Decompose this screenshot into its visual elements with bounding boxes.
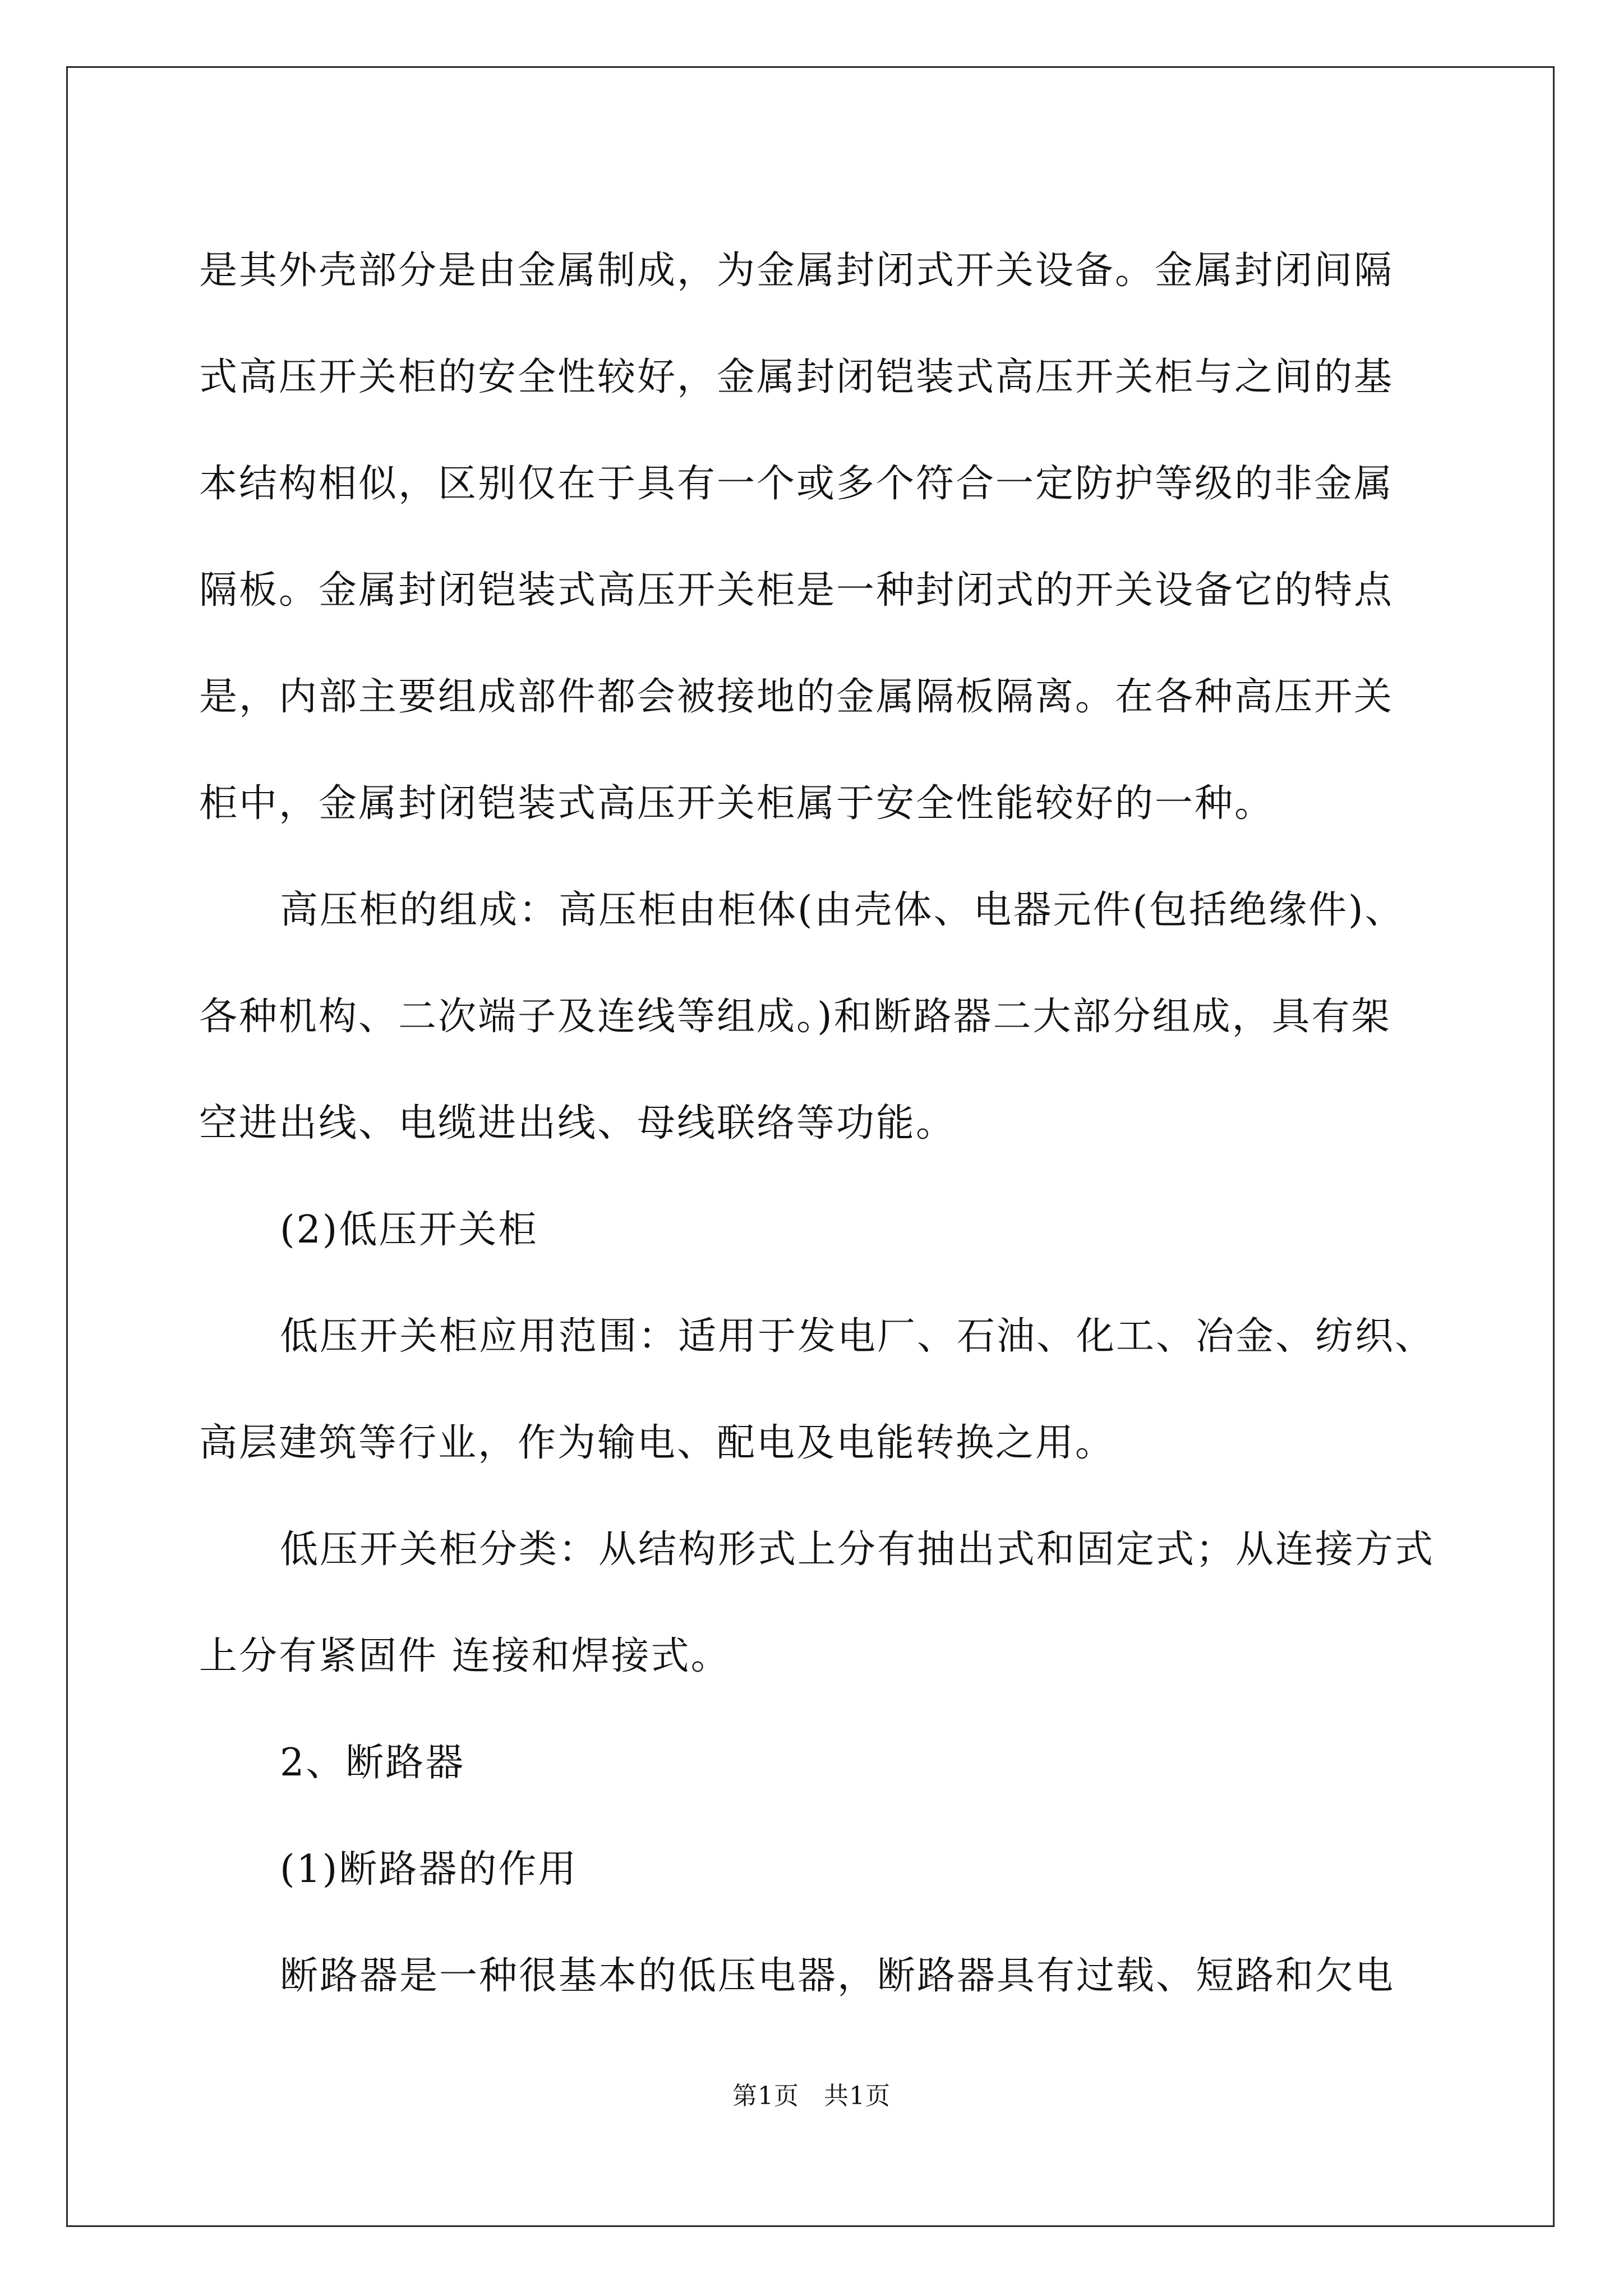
page-footer xyxy=(0,2076,1623,2111)
text-line: 空进出线、电缆进出线、母线联络等功能。 xyxy=(199,1101,956,1145)
text-line: 隔板。金属封闭铠装式高压开关柜是一种封闭式的开关设备它的特点 xyxy=(199,568,1394,613)
text-line: 高压柜的组成：高压柜由柜体(由壳体、电器元件(包括绝缘件)、 xyxy=(280,888,1405,932)
text-line: 是，内部主要组成部件都会被接地的金属隔板隔离。在各种高压开关 xyxy=(199,675,1394,719)
page-number: 第1页 xyxy=(732,2082,799,2110)
text-line: 是其外壳部分是由金属制成，为金属封闭式开关设备。金属封闭间隔 xyxy=(199,249,1394,293)
section-heading: (2)低压开关柜 xyxy=(280,1208,538,1252)
document-body xyxy=(199,218,1435,2030)
text-line: 各种机构、二次端子及连线等组成。)和断路器二大部分组成，具有架 xyxy=(199,995,1391,1039)
page-total: 共1页 xyxy=(824,2082,891,2110)
text-line: 上分有紧固件 连接和焊接式。 xyxy=(199,1634,731,1678)
text-line: 本结构相似，区别仅在于具有一个或多个符合一定防护等级的非金属 xyxy=(199,462,1394,506)
text-line: 式高压开关柜的安全性较好，金属封闭铠装式高压开关柜与之间的基 xyxy=(199,355,1394,399)
text-line: 高层建筑等行业，作为输电、配电及电能转换之用。 xyxy=(199,1421,1115,1465)
section-heading: 2、断路器 xyxy=(280,1741,465,1785)
text-line: 低压开关柜分类：从结构形式上分有抽出式和固定式；从连接方式 xyxy=(280,1527,1435,1572)
text-line: 柜中，金属封闭铠装式高压开关柜属于安全性能较好的一种。 xyxy=(199,781,1275,826)
text-line: 断路器是一种很基本的低压电器，断路器具有过载、短路和欠电 xyxy=(280,1954,1395,1998)
section-heading: (1)断路器的作用 xyxy=(280,1847,578,1892)
text-line: 低压开关柜应用范围：适用于发电厂、石油、化工、冶金、纺织、 xyxy=(280,1314,1435,1359)
